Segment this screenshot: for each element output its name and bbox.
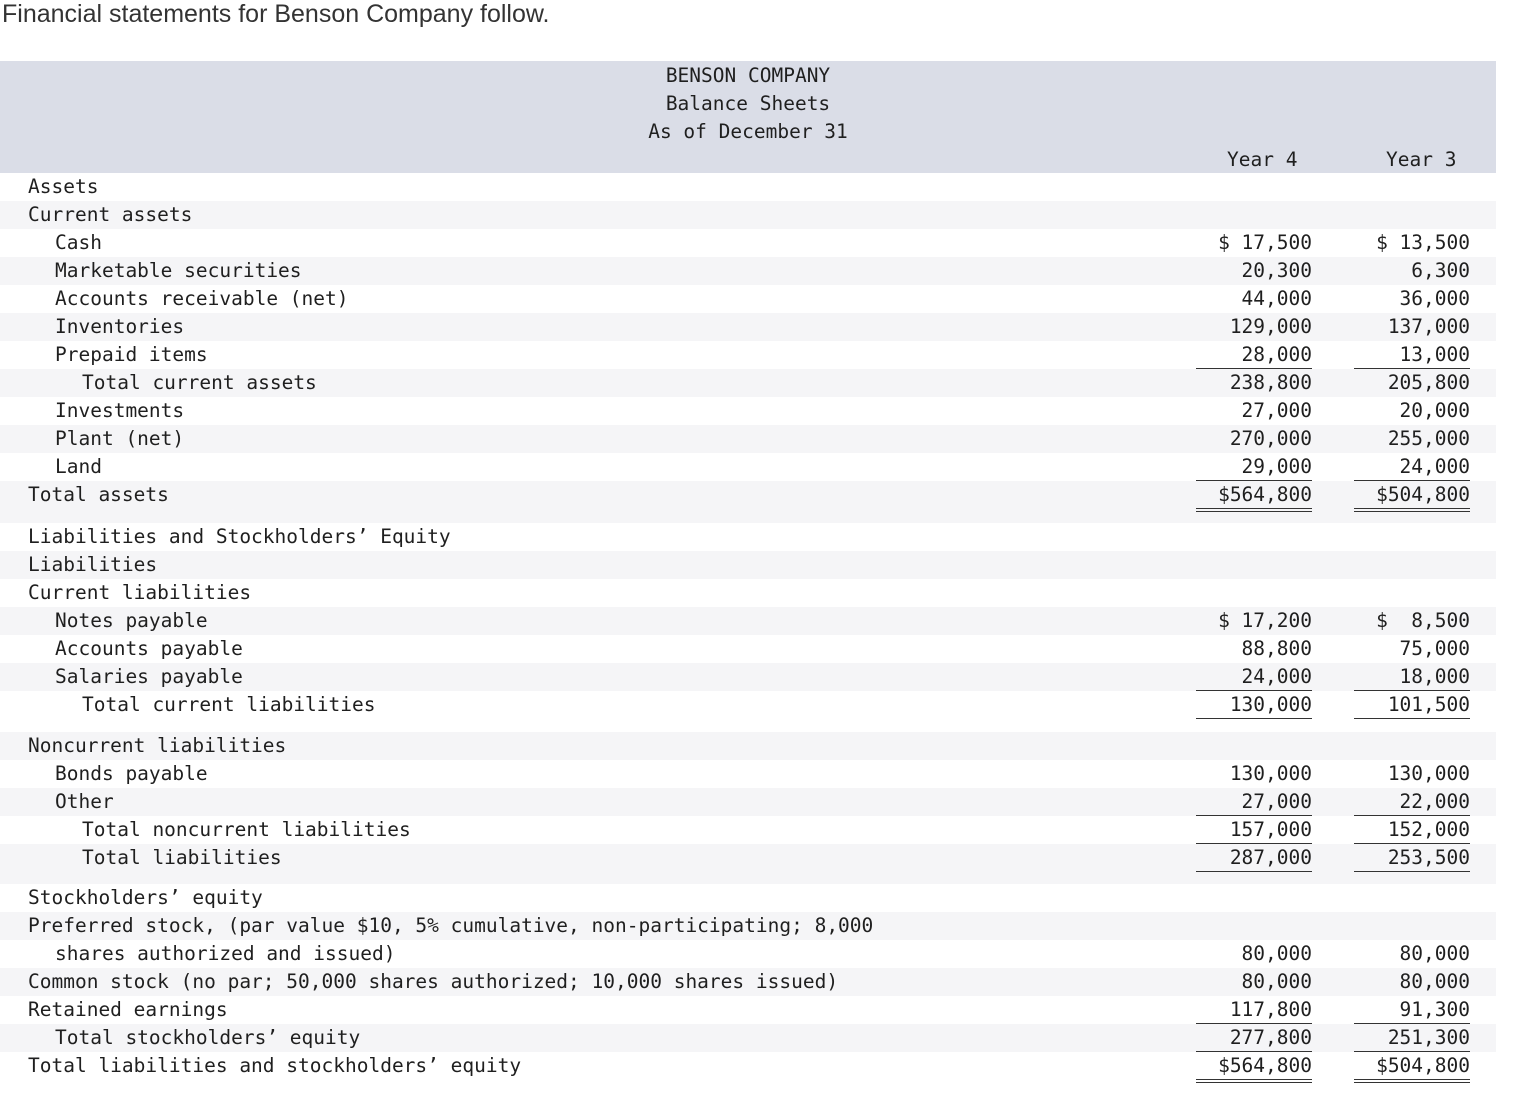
row-label: Accounts receivable (net): [55, 287, 349, 310]
row-label: Marketable securities: [55, 259, 302, 282]
table-row: [0, 173, 1496, 201]
year-4-value: 28,000: [1196, 342, 1312, 369]
year-3-value: 20,000: [1399, 399, 1470, 422]
year-3-value: $ 8,500: [1376, 609, 1470, 632]
table-row: [0, 635, 1496, 663]
row-label: Prepaid items: [55, 343, 208, 366]
row-label: Plant (net): [55, 427, 185, 450]
row-label: Current liabilities: [28, 581, 252, 604]
year-4-value: 24,000: [1196, 664, 1312, 691]
year-3-value: 6,300: [1411, 259, 1470, 282]
row-label: Total stockholders’ equity: [55, 1026, 361, 1049]
year-4-value: $564,800: [1196, 1053, 1312, 1083]
table-row: [0, 884, 1496, 912]
table-row: [0, 285, 1496, 313]
row-label: Bonds payable: [55, 762, 208, 785]
table-row: [0, 425, 1496, 453]
year-3-value: 251,300: [1354, 1025, 1470, 1052]
year-4-value: 287,000: [1196, 845, 1312, 872]
statement-title: Balance Sheets: [665, 92, 831, 115]
table-row: [0, 453, 1496, 481]
column-header-year-4: Year 4: [1227, 148, 1298, 171]
year-4-value: 80,000: [1241, 970, 1312, 993]
year-3-value: 75,000: [1399, 637, 1470, 660]
column-header-year-3: Year 3: [1386, 148, 1457, 171]
year-3-value: 22,000: [1354, 789, 1470, 816]
year-4-value: 44,000: [1241, 287, 1312, 310]
row-label: Total current assets: [82, 371, 317, 394]
table-row: [0, 663, 1496, 691]
year-4-value: 270,000: [1229, 427, 1312, 450]
year-3-value: $ 13,500: [1376, 231, 1470, 254]
year-3-value: 253,500: [1354, 845, 1470, 872]
balance-sheet: [0, 61, 1496, 1094]
year-4-value: 80,000: [1241, 942, 1312, 965]
row-label: Liabilities: [28, 553, 158, 576]
table-row: [0, 369, 1496, 397]
row-label: Inventories: [55, 315, 185, 338]
company-name: BENSON COMPANY: [665, 64, 831, 87]
table-row: [0, 481, 1496, 523]
table-row: [0, 551, 1496, 579]
row-label: Retained earnings: [28, 998, 228, 1021]
year-4-value: $ 17,200: [1218, 609, 1312, 632]
year-4-value: 129,000: [1229, 315, 1312, 338]
year-3-value: 101,500: [1354, 692, 1470, 719]
year-3-value: 80,000: [1399, 970, 1470, 993]
year-4-value: $564,800: [1196, 482, 1312, 512]
row-label: Salaries payable: [55, 665, 243, 688]
year-4-value: 157,000: [1196, 817, 1312, 844]
row-label: Assets: [28, 175, 99, 198]
year-4-value: 20,300: [1241, 259, 1312, 282]
year-4-value: 29,000: [1196, 454, 1312, 481]
row-label: Cash: [55, 231, 102, 254]
year-4-value: 130,000: [1229, 762, 1312, 785]
table-row: [0, 996, 1496, 1024]
row-label: Stockholders’ equity: [28, 886, 263, 909]
table-row: [0, 691, 1496, 732]
intro-text: Financial statements for Benson Company follow.: [2, 0, 550, 28]
year-3-value: 80,000: [1399, 942, 1470, 965]
table-row: [0, 523, 1496, 551]
year-4-value: 27,000: [1241, 399, 1312, 422]
year-4-value: 130,000: [1196, 692, 1312, 719]
year-3-value: 91,300: [1354, 997, 1470, 1024]
year-3-value: 255,000: [1387, 427, 1470, 450]
row-label: shares authorized and issued): [55, 942, 396, 965]
row-label: Accounts payable: [55, 637, 243, 660]
table-row: [0, 397, 1496, 425]
row-label: Total liabilities and stockholders’ equity: [28, 1054, 522, 1077]
table-row: [0, 1052, 1496, 1094]
year-3-value: 18,000: [1354, 664, 1470, 691]
year-3-value: $504,800: [1354, 482, 1470, 512]
year-3-value: 130,000: [1387, 762, 1470, 785]
year-3-value: 152,000: [1354, 817, 1470, 844]
table-row: [0, 341, 1496, 369]
table-row: [0, 816, 1496, 844]
table-row: [0, 229, 1496, 257]
table-row: [0, 313, 1496, 341]
table-row: [0, 940, 1496, 968]
table-row: [0, 201, 1496, 229]
year-4-value: 117,800: [1196, 997, 1312, 1024]
statement-date: As of December 31: [648, 120, 848, 143]
row-label: Preferred stock, (par value $10, 5% cumulative, non-participating; 8,000: [28, 914, 874, 937]
row-label: Investments: [55, 399, 185, 422]
row-label: Notes payable: [55, 609, 208, 632]
year-3-value: 137,000: [1387, 315, 1470, 338]
row-label: Total liabilities: [82, 846, 282, 869]
year-3-value: 24,000: [1354, 454, 1470, 481]
table-row: [0, 579, 1496, 607]
row-label: Total current liabilities: [82, 693, 376, 716]
statement-rows: [0, 173, 1496, 1094]
table-row: [0, 1024, 1496, 1052]
statement-header: [0, 61, 1496, 173]
year-3-value: 205,800: [1387, 371, 1470, 394]
row-label: Land: [55, 455, 102, 478]
table-row: [0, 968, 1496, 996]
table-row: [0, 257, 1496, 285]
table-row: [0, 760, 1496, 788]
row-label: Noncurrent liabilities: [28, 734, 287, 757]
table-row: [0, 607, 1496, 635]
row-label: Other: [55, 790, 114, 813]
table-row: [0, 844, 1496, 884]
table-row: [0, 732, 1496, 760]
table-row: [0, 788, 1496, 816]
row-label: Common stock (no par; 50,000 shares authorized; 10,000 shares issued): [28, 970, 839, 993]
year-4-value: 238,800: [1229, 371, 1312, 394]
year-4-value: 277,800: [1196, 1025, 1312, 1052]
year-4-value: $ 17,500: [1218, 231, 1312, 254]
year-3-value: 36,000: [1399, 287, 1470, 310]
row-label: Liabilities and Stockholders’ Equity: [28, 525, 451, 548]
year-3-value: $504,800: [1354, 1053, 1470, 1083]
row-label: Current assets: [28, 203, 193, 226]
year-4-value: 88,800: [1241, 637, 1312, 660]
row-label: Total assets: [28, 483, 169, 506]
year-3-value: 13,000: [1354, 342, 1470, 369]
row-label: Total noncurrent liabilities: [82, 818, 411, 841]
year-4-value: 27,000: [1196, 789, 1312, 816]
table-row: [0, 912, 1496, 940]
